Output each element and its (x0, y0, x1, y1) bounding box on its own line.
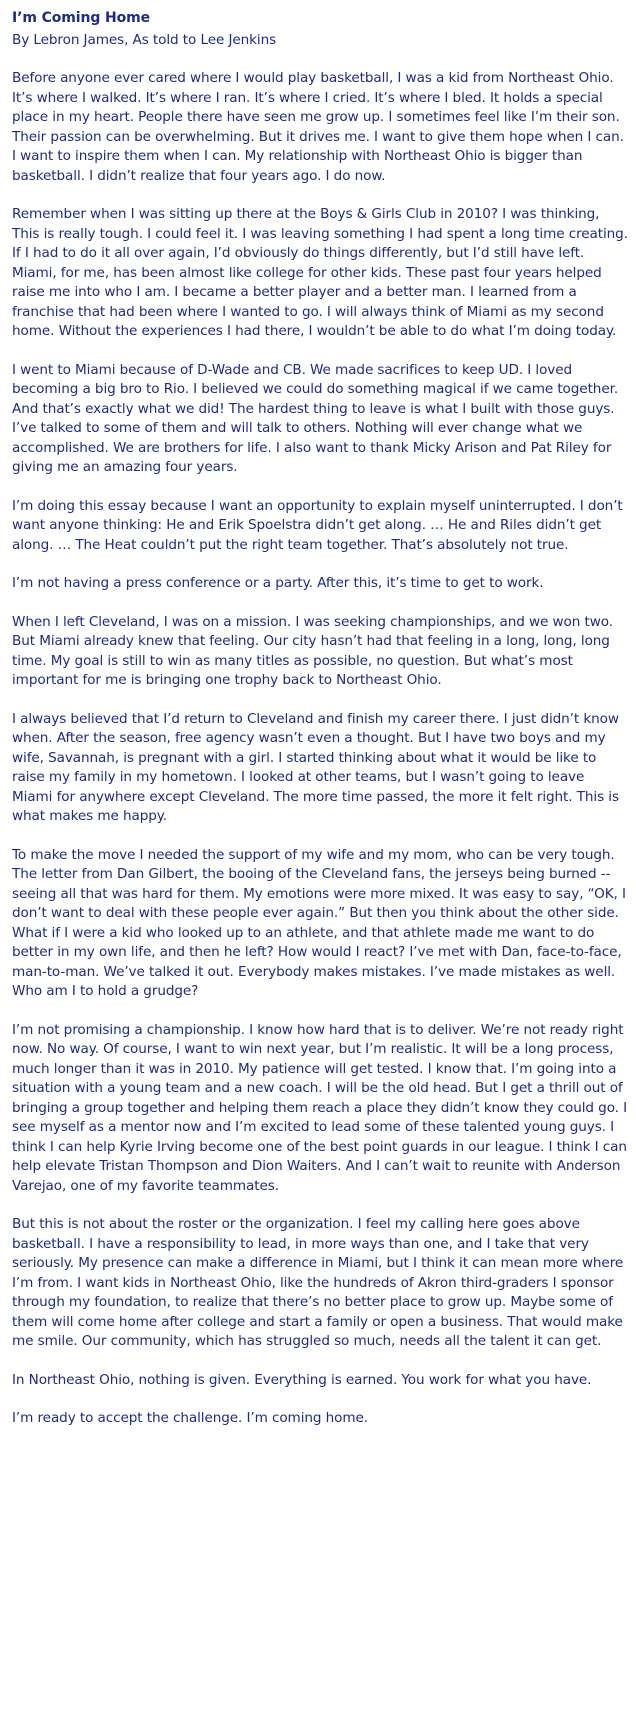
paragraph-11: In Northeast Ohio, nothing is given. Everything is earned. You work for what you have. (12, 1371, 592, 1388)
paragraph-2: Remember when I was sitting up there at the Boys & Girls Club in 2010? I was thinking, This is really tough. I could feel it. I was leaving something I had spent a long time creating. If I had to do it all over again, I’d obviously do things differently, but I’d still have left. Miami, for me, has been almost like college for other kids. These past four years helped raise me into who I am. I became a better player and a better man. I learned from a franchise that had been where I wanted to go. I will always think of Miami as my second home. Without the experiences I had there, I wouldn’t be able to do what I’m doing today. (12, 206, 628, 339)
paragraph-5: I’m not having a press conference or a party. After this, it’s time to get to work. (12, 575, 544, 591)
paragraph-1: Before anyone ever cared where I would play basketball, I was a kid from Northeast Ohio. It’s where I walked. It’s where I ran. It’s where I cried. It’s where I bled. It holds a special place in my heart. People there have seen me grow up. I sometimes feel like I’m their son. Their passion can be overwhelming. But it drives me. I want to give them hope when I can. I want to inspire them when I can. My relationship with Northeast Ohio is bigger than basketball. I didn’t realize that four years ago. I do now. (12, 70, 624, 184)
paragraph-7: I always believed that I’d return to Cleveland and finish my career there. I just didn’t know when. After the season, free agency wasn’t even a thought. But I have two boys and my wife, Savannah, is pregnant with a girl. I started thinking about what it would be like to raise my family in my hometown. I looked at other teams, but I wasn’t going to leave Miami for anywhere except Cleveland. The more time passed, the more it felt right. This is what makes me happy. (12, 710, 619, 824)
paragraph-4: I’m doing this essay because I want an opportunity to explain myself uninterrupted. I don’t want anyone thinking: He and Erik Spoelstra didn’t get along. … He and Riles didn’t get along. … The Heat couldn’t put the right team together. That’s absolutely not true. (12, 497, 623, 553)
paragraph-12: I’m ready to accept the challenge. I’m coming home. (12, 1410, 369, 1426)
article-title: I’m Coming Home (12, 10, 151, 26)
paragraph-3: I went to Miami because of D-Wade and CB. We made sacrifices to keep UD. I loved becoming a big bro to Rio. I believed we could do something magical if we came together. And that’s exactly what we did! The hardest thing to leave is what I built with those guys. I’ve talked to some of them and will talk to others. Nothing will ever change what we accomplished. We are brothers for life. I also want to thank Micky Arison and Pat Riley for giving me an amazing four years. (12, 361, 619, 475)
article (12, 9, 628, 1429)
paragraph-9: I’m not promising a championship. I know how hard that is to deliver. We’re not ready right now. No way. Of course, I want to win next year, but I’m realistic. It will be a long process, much longer than it was in 2010. My patience will get tested. I know that. I’m going into a situation with a young team and a new coach. I will be the old head. But I get a thrill out of bringing a group together and helping them reach a place they didn’t know they could go. I see myself as a mentor now and I’m excited to lead some of these talented young guys. I think I can help Kyrie Irving become one of the best point guards in our league. I think I can help elevate Tristan Thompson and Dion Waiters. And I can’t wait to reunite with Anderson Varejao, one of my favorite teammates. (12, 1021, 628, 1194)
article-byline: By Lebron James, As told to Lee Jenkins (12, 32, 277, 48)
paragraph-10: But this is not about the roster or the organization. I feel my calling here goes above basketball. I have a responsibility to lead, in more ways than one, and I take that very seriously. My presence can make a difference in Miami, but I think it can mean more where I’m from. I want kids in Northeast Ohio, like the hundreds of Akron third-graders I sponsor through my foundation, to realize that there’s no better place to grow up. Maybe some of them will come home after college and start a family or open a business. That would make me smile. Our community, which has struggled so much, needs all the talent it can get. (12, 1216, 624, 1349)
paragraph-8: To make the move I needed the support of my wife and my mom, who can be very tough. The letter from Dan Gilbert, the booing of the Cleveland fans, the jerseys being burned -- seeing all that was hard for them. My emotions were more mixed. It was easy to say, “OK, I don’t want to deal with these people ever again.” But then you think about the other side. What if I were a kid who looked up to an athlete, and that athlete made me want to do better in my own life, and then he left? How would I react? I’ve met with Dan, face-to-face, man-to-man. We’ve talked it out. Everybody makes mistakes. I’ve made mistakes as well. Who am I to hold a grudge? (12, 846, 626, 999)
paragraph-6: When I left Cleveland, I was on a mission. I was seeking championships, and we won two. But Miami already knew that feeling. Our city hasn’t had that feeling in a long, long, long time. My goal is still to win as many titles as possible, no question. But what’s most important for me is bringing one trophy back to Northeast Ohio. (12, 613, 613, 688)
